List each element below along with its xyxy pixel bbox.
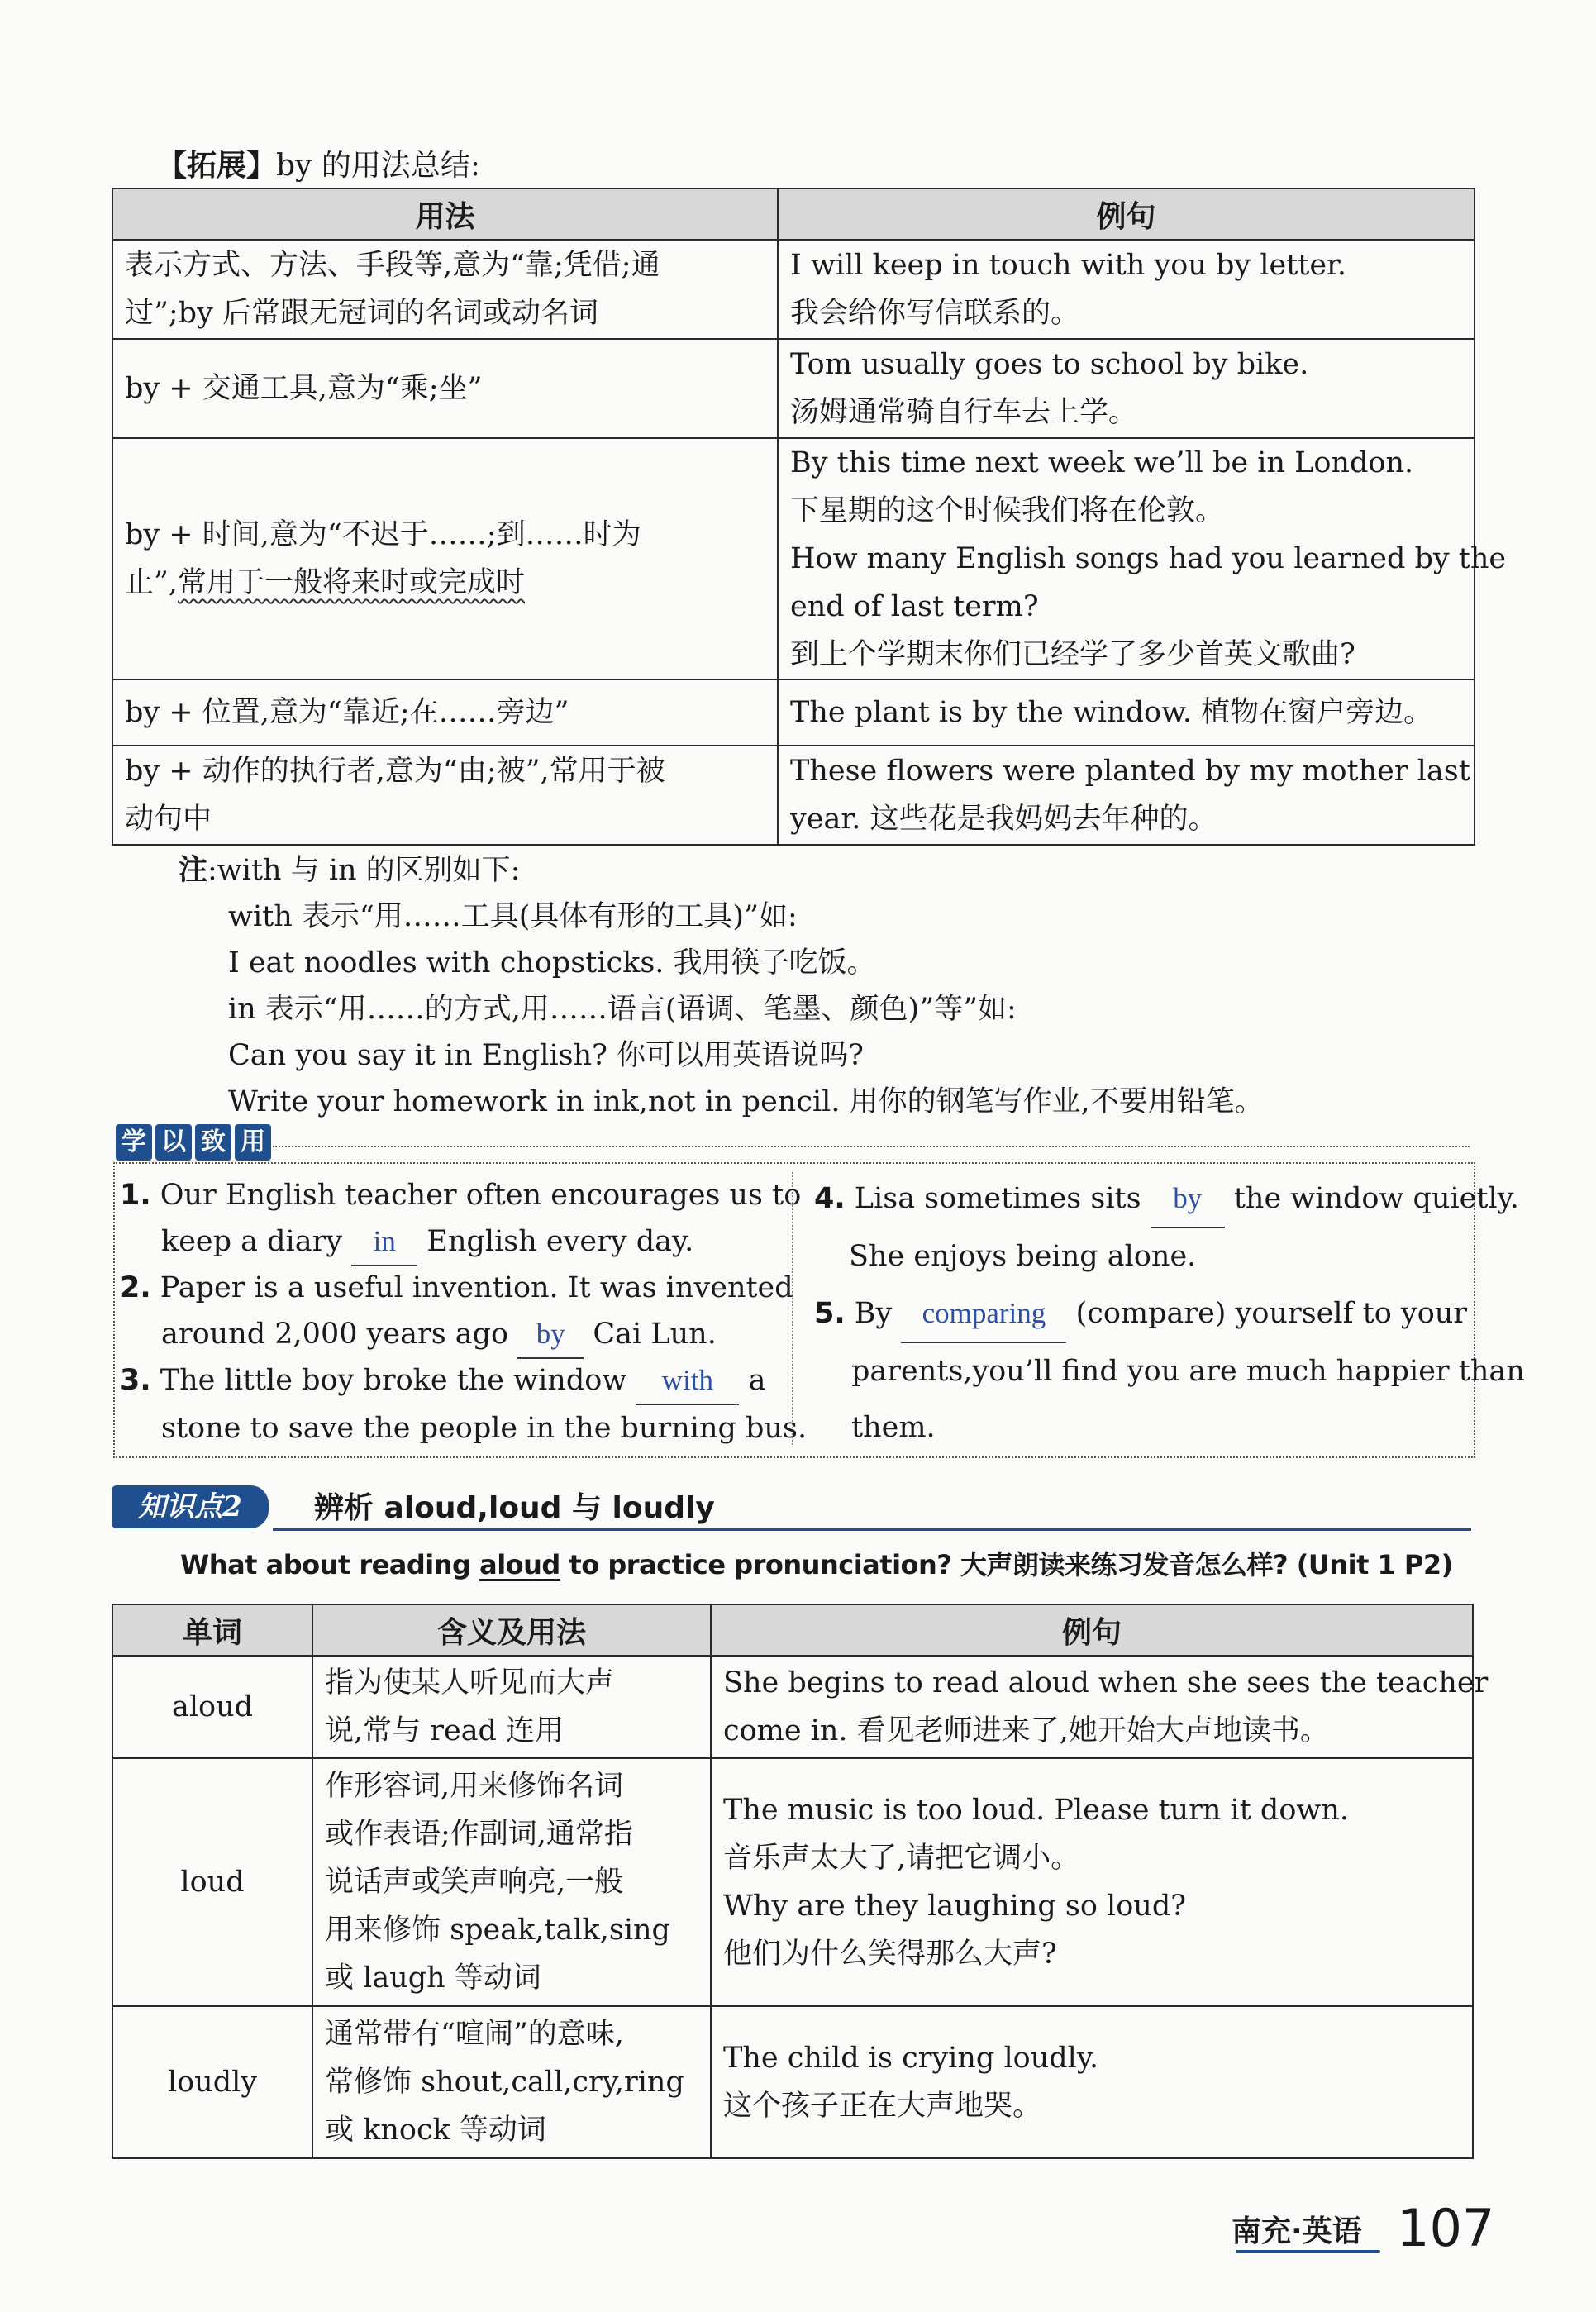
practice-tag [116,1124,271,1161]
question-text: parents,you’ll find you are much happier than [851,1355,1525,1388]
header-word: 单词 [112,1604,312,1656]
table-row [112,1656,1473,1758]
example-line: 这个孩子正在大声地哭。 [723,2090,1042,2123]
usage-cell [112,240,778,339]
example-line: come in. 看见老师进来了,她开始大声地读书。 [723,1714,1329,1747]
note-lines [228,894,1264,1125]
note-line: in 表示“用……的方式,用……语言(语调、笔墨、颜色)”等”如: [228,993,1017,1026]
answer-blank: with [636,1357,739,1405]
usage-line: 说,常与 read 连用 [325,1714,565,1747]
note-intro-text: :with 与 in 的区别如下: [207,854,521,887]
usage-cell [112,679,778,746]
practice-tag-char: 用 [235,1124,271,1161]
example-line: 音乐声太大了,请把它调小。 [723,1842,1080,1875]
table-row [112,438,1475,679]
usage-line: 说话声或笑声响亮,一般 [325,1866,624,1899]
extension-bracket: 【拓展】 [157,149,277,183]
knowledge-sentence [180,1544,1453,1585]
question-text: a [748,1364,766,1397]
knowledge-rule [273,1528,1471,1531]
example-line: 他们为什么笑得那么大声? [723,1938,1057,1971]
example-line: 我会给你写信联系的。 [790,297,1080,330]
example-line: Tom usually goes to school by bike. [790,348,1309,381]
practice-tag-line [273,1146,1470,1147]
example-line: end of last term? [790,590,1039,623]
table-row [112,339,1475,438]
usage-line: 表示方式、方法、手段等,意为“靠;凭借;通 [125,249,660,282]
question-2 [120,1265,793,1359]
question-number: 5. [814,1297,846,1330]
usage-cell [112,438,778,679]
usage-cell [312,1656,711,1758]
answer-blank: in [351,1218,417,1266]
table-row [112,1758,1473,2006]
example-cell [711,2006,1473,2158]
word-comparison-table [112,1604,1489,2159]
header-example: 例句 [778,188,1475,240]
usage-cell [312,1758,711,2006]
question-text: Paper is a useful invention. It was invented [160,1271,793,1304]
example-line: How many English songs had you learned by the [790,542,1507,575]
answer-blank: by [517,1311,584,1359]
extension-heading-text: by 的用法总结: [276,149,480,183]
footer-region: 南充·英语 [1232,2214,1362,2248]
question-text: Lisa sometimes sits [854,1182,1141,1215]
table-row [112,240,1475,339]
sentence-text: to practice pronunciation? 大声朗读来练习发音怎么样? (Unit 1 P2) [560,1549,1453,1580]
usage-line: 或 laugh 等动词 [325,1962,541,1995]
question-text: By [854,1297,893,1330]
usage-line: 或 knock 等动词 [325,2114,546,2147]
usage-line: 作形容词,用来修饰名词 [325,1770,624,1803]
usage-text: 止”, [125,566,179,599]
table-row [112,679,1475,746]
question-text: the window quietly. [1233,1182,1519,1215]
footer-rule [1236,2250,1380,2253]
example-line: 汤姆通常骑自行车去上学。 [790,396,1138,429]
by-usage-table [112,188,1507,846]
example-line: 到上个学期末你们已经学了多少首英文歌曲? [790,638,1355,671]
usage-line: 用来修饰 speak,talk,sing [325,1914,670,1947]
sentence-text: What about reading [180,1549,480,1580]
note-line: with 表示“用……工具(具体有形的工具)”如: [228,900,798,933]
usage-emphasis: 常用于一般将来时或完成时 [178,566,526,599]
header-example: 例句 [711,1604,1473,1656]
question-text: around 2,000 years ago [161,1318,509,1351]
example-line: The music is too loud. Please turn it down. [723,1794,1350,1827]
usage-cell [312,2006,711,2158]
question-number: 3. [120,1364,151,1397]
example-cell [778,679,1475,746]
example-cell [778,746,1475,845]
example-cell [778,339,1475,438]
practice-tag-char: 致 [195,1124,231,1161]
example-line: year. 这些花是我妈妈去年种的。 [790,803,1217,836]
usage-line: by + 动作的执行者,意为“由;被”,常用于被 [125,755,665,788]
table-row [112,2006,1473,2158]
usage-line: 过”;by 后常跟无冠词的名词或动名词 [125,297,598,330]
question-number: 1. [120,1179,151,1212]
note-line: Can you say it in English? 你可以用英语说吗? [228,1039,864,1072]
usage-cell [112,746,778,845]
word-cell: loud [112,1758,312,2006]
question-3 [120,1357,808,1452]
note-intro [179,847,520,894]
question-text: Cai Lun. [593,1318,717,1351]
note-line: I eat noodles with chopsticks. 我用筷子吃饭。 [228,946,876,980]
example-line: The plant is by the window. 植物在窗户旁边。 [790,696,1433,729]
word-cell: loudly [112,2006,312,2158]
example-line: Why are they laughing so loud? [723,1890,1187,1923]
example-line: By this time next week we’ll be in London. [790,446,1414,479]
note-line: Write your homework in ink,not in pencil. 用你的钢笔写作业,不要用铅笔。 [228,1085,1264,1118]
header-usage: 用法 [112,188,778,240]
example-line: 下星期的这个时候我们将在伦敦。 [790,494,1225,527]
usage-line [125,559,765,607]
question-number: 4. [814,1182,846,1215]
usage-line: 指为使某人听见而大声 [325,1666,615,1699]
table-header-row [112,1604,1473,1656]
answer-blank: by [1151,1170,1225,1228]
knowledge-title: 辨析 aloud,loud 与 loudly [314,1491,715,1525]
question-4 [814,1170,1519,1285]
question-text: them. [851,1411,936,1444]
question-number: 2. [120,1271,151,1304]
note-label: 注 [179,854,208,887]
question-text: The little boy broke the window [160,1364,627,1397]
answer-blank: comparing [901,1285,1066,1343]
usage-cell [112,339,778,438]
table-row [112,746,1475,845]
usage-line: 通常带有“喧闹”的意味, [325,2018,624,2051]
usage-line: by + 时间,意为“不迟于……;到……时为 [125,518,641,551]
question-text: Our English teacher often encourages us to [160,1179,802,1212]
usage-line: 或作表语;作副词,通常指 [325,1818,633,1851]
usage-line: by + 交通工具,意为“乘;坐” [125,372,483,405]
question-text: stone to save the people in the burning bus. [161,1412,808,1445]
question-1 [120,1172,802,1266]
example-cell [778,240,1475,339]
question-text: She enjoys being alone. [849,1240,1197,1273]
word-cell: aloud [112,1656,312,1758]
question-text: (compare) yourself to your [1075,1297,1468,1330]
sentence-keyword: aloud [479,1549,560,1580]
knowledge-tag: 知识点2 [112,1485,269,1528]
usage-line: 动句中 [125,803,212,836]
question-text: English every day. [426,1225,694,1258]
example-line: I will keep in touch with you by letter. [790,249,1347,282]
usage-line: 常修饰 shout,call,cry,ring [325,2066,684,2099]
question-text: keep a diary [161,1225,343,1258]
table-header-row [112,188,1475,240]
header-usage: 含义及用法 [312,1604,711,1656]
usage-line: by + 位置,意为“靠近;在……旁边” [125,696,569,729]
practice-tag-char: 学 [116,1124,152,1161]
practice-tag-char: 以 [155,1124,192,1161]
example-line: These flowers were planted by my mother last [790,755,1470,788]
question-5 [814,1285,1525,1456]
example-line: The child is crying loudly. [723,2042,1099,2075]
example-line: She begins to read aloud when she sees the teacher [723,1666,1489,1699]
page-number: 107 [1397,2198,1495,2258]
extension-heading [157,142,480,184]
example-cell [711,1656,1489,1758]
example-cell [711,1758,1473,2006]
example-cell [778,438,1507,679]
